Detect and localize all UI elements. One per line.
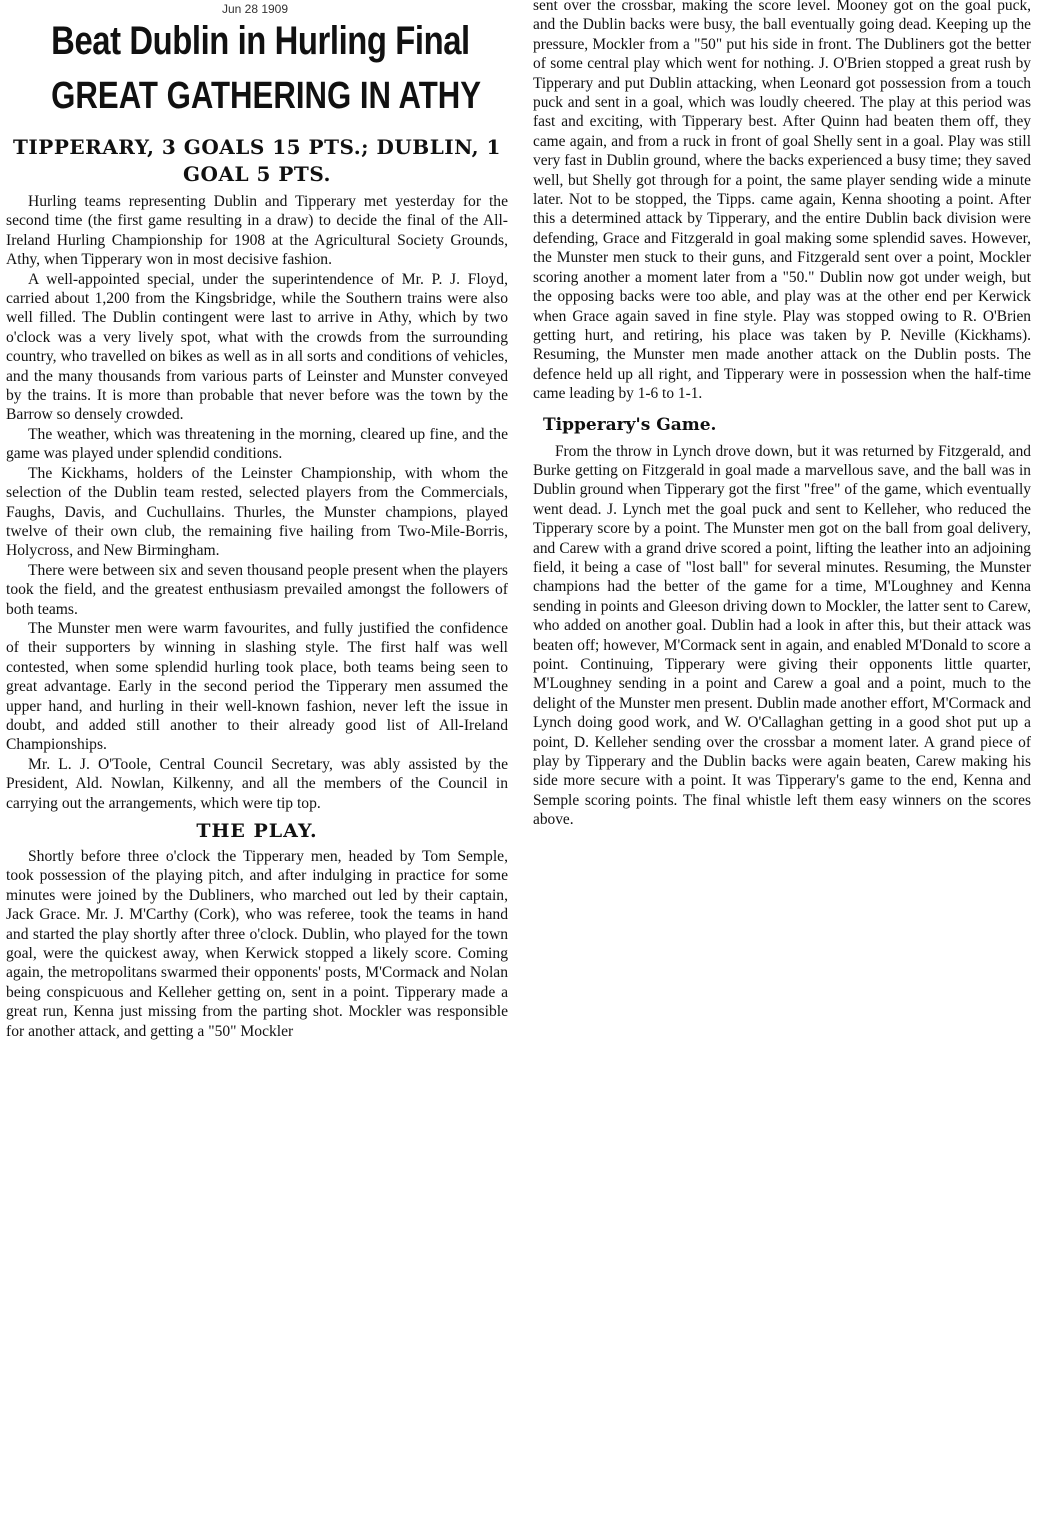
article-paragraph: Shortly before three o'clock the Tipperary men, headed by Tom Semple, took possession of the playing pitch, and after indulging in practice for some minutes were joined by the Dubliners, who marched out led by their captain, Jack Grace. Mr. J. M'Carthy (Cork), who was referee, took the teams in hand and started the play shortly after three o'clock. Dublin, who played for the town goal, were the quickest away, when Kerwick stopped a likely score. Coming again, the metropolitans swarmed their opponents' posts, M'Cormack and Nolan being conspicuous and Kelleher getting on, sent in a point. Tipperary made a great run, Kenna just missing from the parting shot. Mockler was responsible for another attack, and getting a "50" Mockler	[6, 848, 508, 1040]
article-paragraph: Hurling teams representing Dublin and Tipperary met yesterday for the second time (the first game resulting in a draw) to decide the final of the All-Ireland Hurling Championship for 1908 at the Agricultural Society Grounds, Athy, when Tipperary won in most decisive fashion.	[6, 193, 508, 269]
article-paragraph: From the throw in Lynch drove down, but it was returned by Fitzgerald, and Burke getting on Fitzgerald in goal made a marvellous save, and the ball was in Dublin ground when Tipperary got the first "free" of the game, which eventually went dead. J. Lynch met the goal puck and sent to Kelleher, who reduced the Tipperary score by a point. The Munster men got on the ball from goal delivery, and Carew with a grand drive scored a point, lifting the leather into an adjoining field, it being a case of "lost ball" for several minutes. Resuming, the Munster champions had the better of the game for a time, M'Loughney and Kenna sending in points and Gleeson driving down to Mockler, the latter sent to Carew, who added on another goal. Dublin had a look in after this, but their attack was beaten off; however, M'Cormack sent in again, and enabled M'Donald to score a point. Continuing, Tipperary were giving their opponents little quarter, M'Loughney sending in a point and Carew a goal and a point, much to the delight of the Munster men present. Dublin made another effort, M'Cormack and Lynch doing good work, and W. O'Callaghan getting in a good shot put up a point, D. Kelleher sending over the crossbar a moment later. A grand piece of play by Tipperary and the Dublin backs were again beaten, Carew making his side more secure with a point. It was Tipperary's game to the end, Kenna and Semple scoring points. The final whistle left them easy winners on the scores above.	[533, 442, 1031, 829]
article-right-column	[533, 0, 1031, 830]
clipping-date: Jun 28 1909	[221, 2, 289, 16]
article-paragraph-continued: sent over the crossbar, making the score level. Mooney got on the goal puck, and the Dublin backs were busy, the ball eventually going dead. Keeping up the pressure, Mockler from a "50" put his side in front. The Dubliners got the better of some central play which went for nothing. J. O'Brien stopped a great rush by Tipperary and put Dublin attacking, when Leonard got possession from a touch puck and sent in a goal, which was loudly cheered. The play at this period was fast and exciting, with Tipperary best. After Quinn had beaten them off, they came again, and from a ruck in front of goal Shelly sent in a goal. Play was still very fast in Dublin ground, where the backs experienced a busy time; they saved well, but Shelly got through for a point, the same player sending wide a minute later. Not to be stopped, the Tipps. came again, Kenna shooting a point. After this a determined attack by Tipperary, and the entire Dublin back division were defending, Grace and Fitzgerald in goal making some splendid saves. However, the Munster men stuck to their guns, and Fitzgerald sent over a point, Mockler scoring another a moment later from a "50." Dublin now got under weigh, but the opposing backs were too able, and play was at the other end per Kerwick when Grace again saved in fine style. Play was stopped owing to R. O'Brien getting hurt, and retiring, his place was taken by P. Neville (Kickhams). Resuming, the Munster men made another attack on the Dublin posts. The defence held up all right, and Tipperary were in possession when the half-time came leading by 1-6 to 1-1.	[533, 0, 1031, 403]
score-line: TIPPERARY, 3 GOALS 15 PTS.; DUBLIN, 1 GOAL 5 PTS.	[13, 135, 501, 186]
section-heading-tipperarys-game: Tipperary's Game.	[543, 414, 717, 435]
article-paragraph: There were between six and seven thousand people present when the players took the field, and the greatest enthusiasm prevailed amongst the followers of both teams.	[6, 561, 508, 618]
article-headline: Beat Dublin in Hurling Final	[51, 19, 470, 63]
article-paragraph: The weather, which was threatening in the morning, cleared up fine, and the game was played under splendid conditions.	[6, 425, 508, 463]
article-paragraph: A well-appointed special, under the superintendence of Mr. P. J. Floyd, carried about 1,200 from the Kingsbridge, while the Southern trains were also well filled. The Dublin contingent were last to arrive in Athy, which by two o'clock was a very lively spot, what with the crowds from the surrounding country, who travelled on bikes as well as in all sorts and conditions of vehicles, and the many thousands from various parts of Leinster and Munster conveyed by the trains. It is more than probable that never before was the town by the Barrow so densely crowded.	[6, 270, 508, 424]
article-subheadline: GREAT GATHERING IN ATHY	[51, 75, 482, 117]
article-paragraph: Mr. L. J. O'Toole, Central Council Secretary, was ably assisted by the President, Ald. Nowlan, Kilkenny, and all the members of the Council in carrying out the arrangements, which were tip top.	[6, 755, 508, 812]
article-paragraph: The Munster men were warm favourites, and fully justified the confidence of their supporters by winning in slashing style. The first half was well contested, when some splendid hurling took place, both teams being seen to great advantage. Early in the second period the Tipperary men assumed the upper hand, and hurling in their well-known fashion, never left the issue in doubt, and added still another to their already good list of All-Ireland Championships.	[6, 619, 508, 754]
article-paragraph: The Kickhams, holders of the Leinster Championship, with whom the selection of the Dublin team rested, selected players from the Commercials, Faughs, Davis, and Cuchullains. Thurles, the Munster champions, played twelve of their own club, the remaining five hailing from Two-Mile-Borris, Holycross, and New Birmingham.	[6, 464, 508, 560]
article-left-column	[6, 0, 508, 1041]
section-heading-the-play: THE PLAY.	[196, 820, 318, 842]
